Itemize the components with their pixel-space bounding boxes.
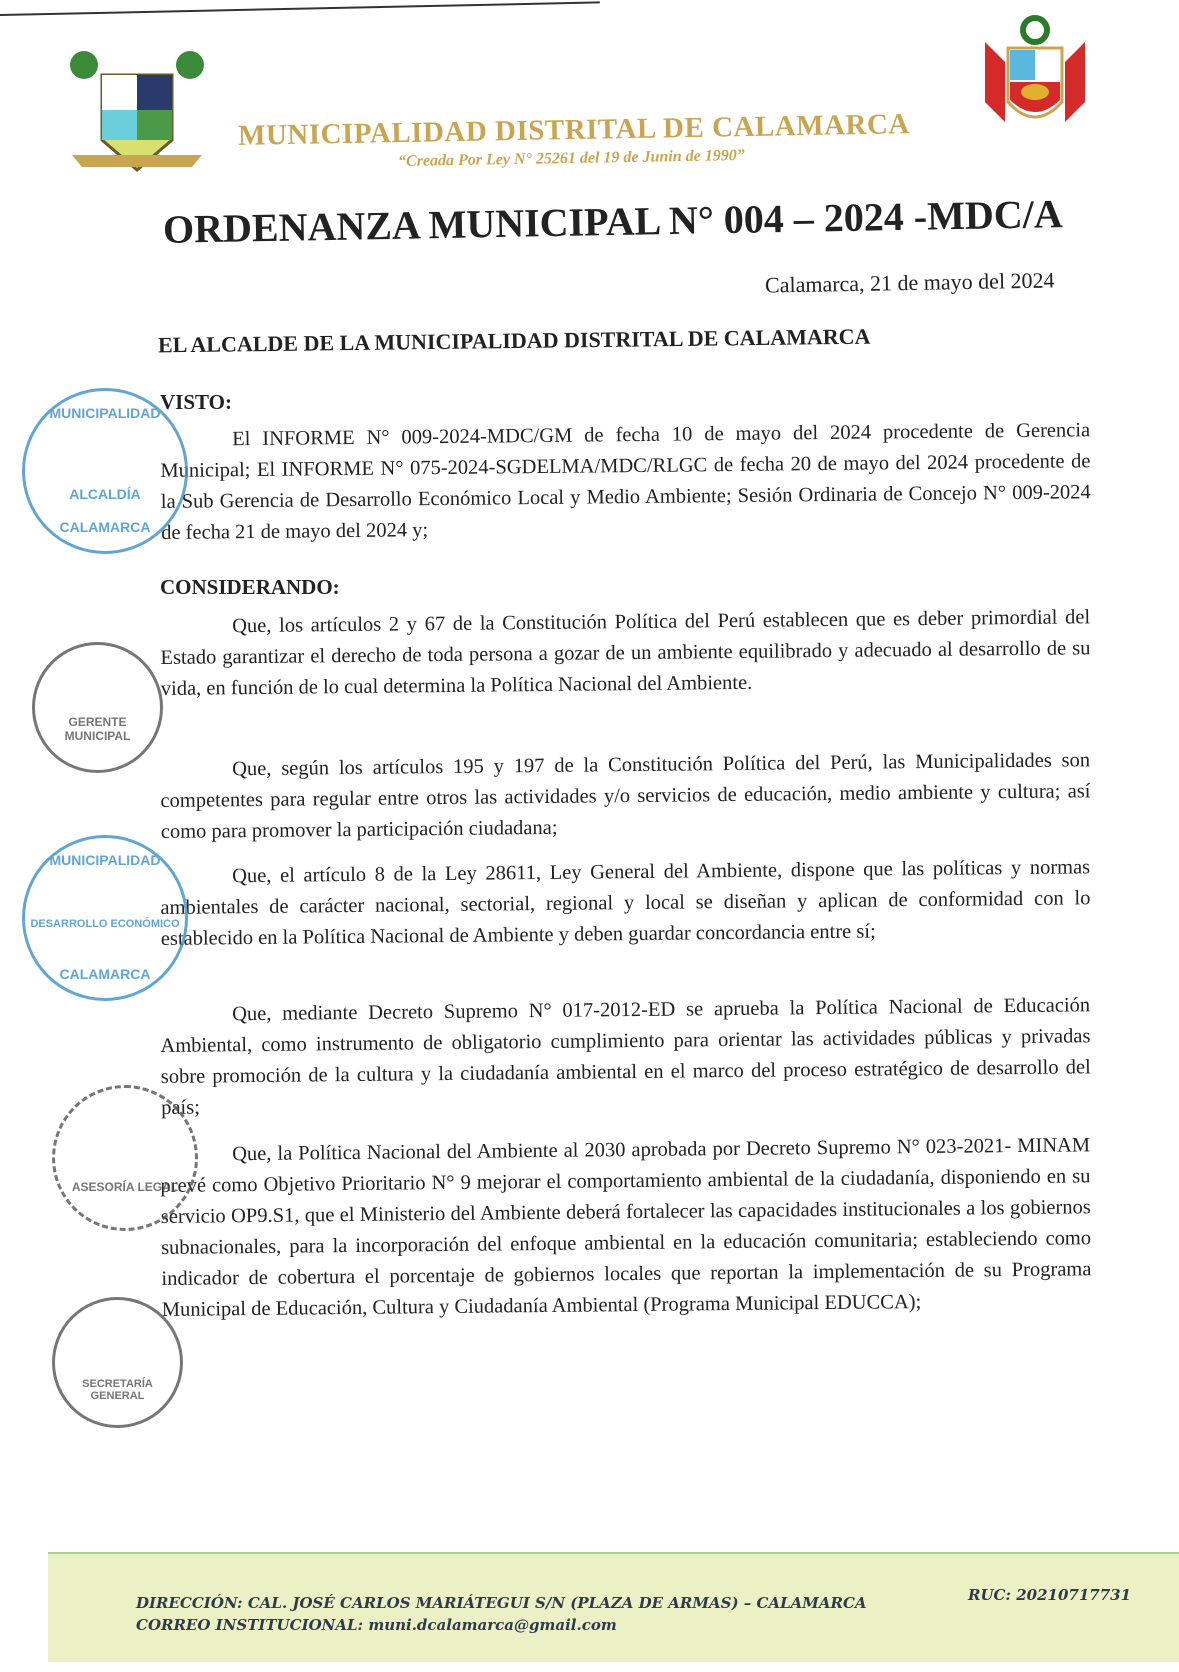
asesoria-legal-stamp: ASESORÍA LEGAL [52,1085,198,1231]
institution-subtitle: “Creada Por Ley N° 25261 del 19 de Junin de 1990” [397,146,745,171]
peru-coat-of-arms-logo [980,12,1100,142]
document-date: Calamarca, 21 de mayo del 2024 [764,267,1055,298]
considerando-paragraph: Que, según los artículos 195 y 197 de la Constitución Política del Perú, las Municipalidades son competentes para regular entre otros las actividades y/o servicios de educación, medio ambiente y cultura; así como para promover la participación ciudadana; [160,749,1091,843]
secretaria-general-stamp: SECRETARÍA GENERAL [52,1297,183,1428]
footer-email: CORREO INSTITUCIONAL: muni.dcalamarca@gmail.com [136,1616,617,1634]
considerando-paragraph: Que, el artículo 8 de la Ley 28611, Ley General del Ambiente, dispone que las políticas y normas ambientales de carácter nacional, sectorial, regional y local se diseñan y aplican de conformidad con lo establecido en la Política Nacional de Ambiente y deben guardar concordancia entre sí; [160,856,1091,950]
footer-ruc: RUC: 20210717731 [968,1586,1132,1604]
desarrollo-economico-stamp: MUNICIPALIDAD DESARROLLO ECONÓMICO CALAMARCA [22,835,188,1001]
considerando-paragraph: Que, mediante Decreto Supremo N° 017-2012-ED se aprueba la Política Nacional de Educación Ambiental, como instrumento de obligatorio cumplimiento para orientar las actividades públicas y privadas sobre promoción de la cultura y la ciudadanía ambiental en el marco del proceso estratégico de desarrollo del país; [160,994,1091,1119]
district-coat-of-arms-logo [62,45,212,180]
footer-address: DIRECCIÓN: CAL. JOSÉ CARLOS MARIÁTEGUI S/N (PLAZA DE ARMAS) – CALAMARCA [136,1594,867,1612]
visto-paragraph: El INFORME N° 009-2024-MDC/GM de fecha 10 de mayo del 2024 procedente de Gerencia Municipal; El INFORME N° 075-2024-SGDELMA/MDC/RLGC de fecha 20 de mayo del 2024 procedente de la Sub Gerencia de Desarrollo Económico Local y Medio Ambiente; Sesión Ordinaria de Concejo N° 009-2024 de fecha 21 de mayo del 2024 y; [160,419,1091,544]
visto-label: VISTO: [160,390,232,414]
document-heading: EL ALCALDE DE LA MUNICIPALIDAD DISTRITAL DE CALAMARCA [157,323,871,358]
considerando-paragraph: Que, la Política Nacional del Ambiente al 2030 aprobada por Decreto Supremo N° 023-2021- MINAM prevé como Objetivo Prioritario N° 9 mejorar el comportamiento ambiental de la ciudadanía, disponiendo en su servicio OP9.S1, que el Ministerio del Ambiente deberá fortalecer las capacidades institucionales a los gobiernos subnacionales, para la incorporación del enfoque ambiental en la educación comunitaria; estableciendo como indicador de cobertura el porcentaje de gobiernos locales que reportan la implementación de su Programa Municipal de Educación, Cultura y Ciudadanía Ambiental (Programa Municipal EDUCCA); [160,1134,1092,1321]
considerando-label: CONSIDERANDO: [160,575,340,599]
alcaldia-stamp: MUNICIPALIDAD ALCALDÍA CALAMARCA [22,388,188,554]
considerando-paragraph: Que, los artículos 2 y 67 de la Constitución Política del Perú establecen que es deber primordial del Estado garantizar el derecho de toda persona a gozar de un ambiente equilibrado y adecuado al desarrollo de su vida, en función de lo cual determina la Política Nacional del Ambiente. [160,606,1091,700]
institution-name: MUNICIPALIDAD DISTRITAL DE CALAMARCA [237,108,911,152]
scan-edge-line [0,1,600,16]
footer-bar [48,1552,1179,1662]
document-title: ORDENANZA MUNICIPAL N° 004 – 2024 -MDC/A [162,191,1064,252]
gerente-municipal-stamp: GERENTE MUNICIPAL [32,642,163,773]
